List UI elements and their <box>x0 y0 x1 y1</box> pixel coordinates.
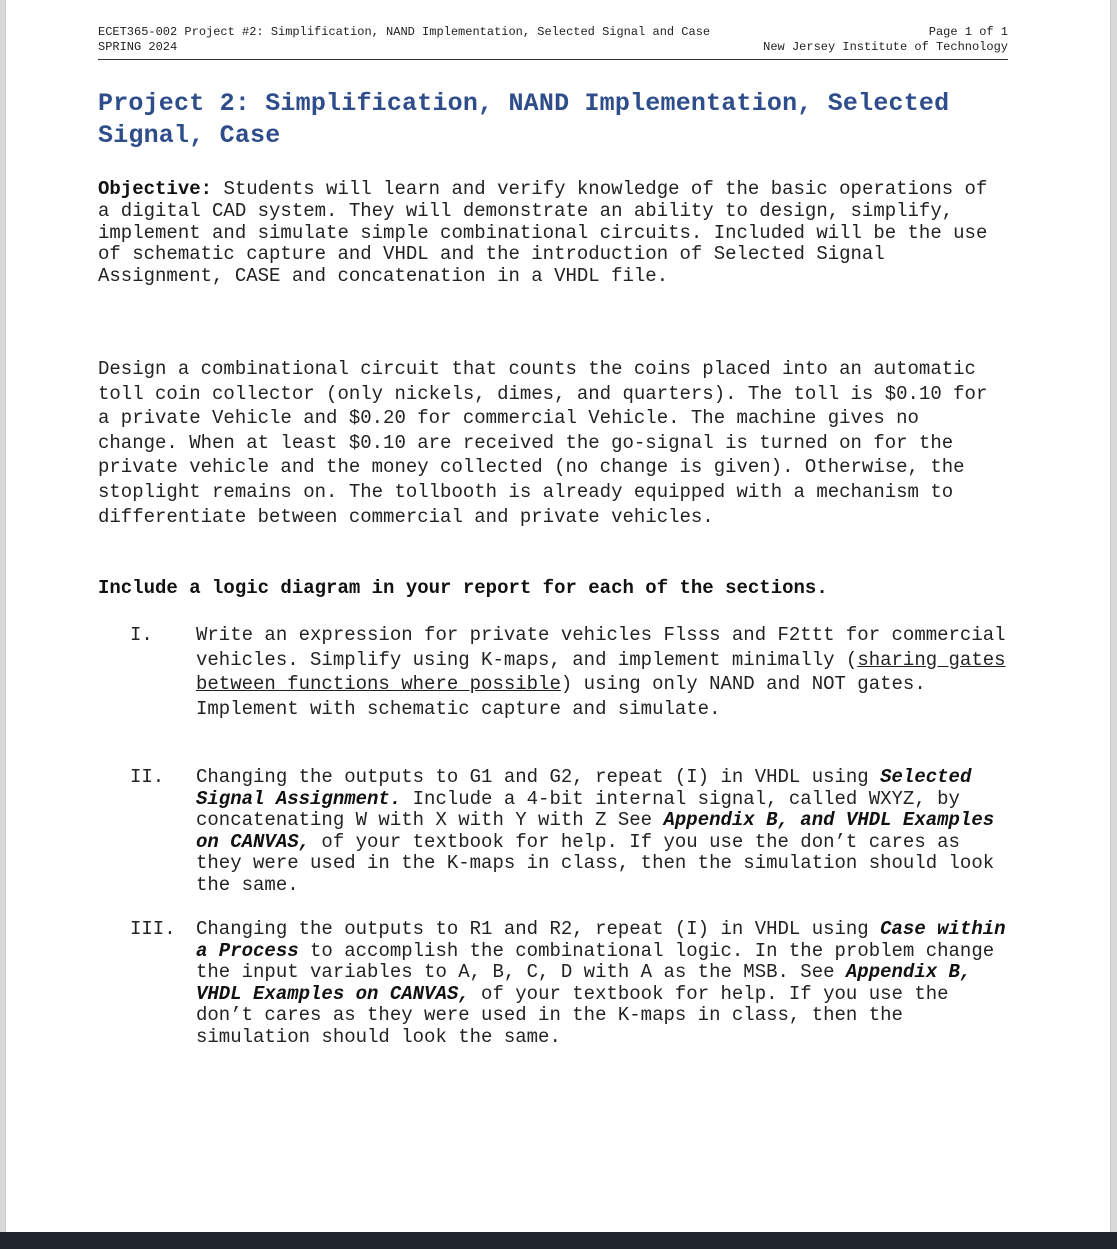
taskbar <box>0 1232 1117 1249</box>
emphasis-text: Case within a Process <box>196 918 1006 962</box>
item-text-part: of your textbook for help. If you use the don’t cares as they were used in the K-maps in class, then the simulation should look the same. <box>196 982 949 1048</box>
item-text-part: to accomplish the combinational logic. In the problem change the input variables to A, B, C, D with A as the MSB. See <box>196 939 995 984</box>
item-text-part: Changing the outputs to G1 and G2, repeat (I) in VHDL using <box>196 766 881 788</box>
item-text <box>196 623 1016 721</box>
objective-label: Objective: <box>98 178 213 200</box>
header-institution: New Jersey Institute of Technology <box>763 40 1008 54</box>
header-semester: SPRING 2024 <box>98 40 178 54</box>
emphasis-text: Appendix B, VHDL Examples on CANVAS, <box>196 961 972 1005</box>
emphasis-text: Selected Signal Assignment. <box>196 766 972 810</box>
page-header <box>98 25 1008 60</box>
item-numeral: III. <box>130 918 176 940</box>
design-paragraph: Design a combinational circuit that counts the coins placed into an automatic toll coin collector (only nickels, dimes, and quarters). The toll is $0.10 for a private Vehicle and $0.20 for commercial Vehicle. The machine gives no change. When at least $0.10 are received the go-signal is turned on for the private vehicle and the money collected (no change is given). Otherwise, the stoplight remains on. The tollbooth is already equipped with a mechanism to differentiate between commercial and private vehicles. <box>98 358 988 528</box>
header-page-info: Page 1 of 1 <box>928 25 1008 39</box>
include-note: Include a logic diagram in your report for each of the sections. <box>98 577 828 599</box>
item-text-part: Changing the outputs to R1 and R2, repeat (I) in VHDL using <box>196 918 881 940</box>
item-text <box>196 767 1016 897</box>
document-title: Project 2: Simplification, NAND Implementation, Selected Signal, Case <box>98 89 950 150</box>
item-numeral: II. <box>130 766 165 788</box>
item-text-part: ) using only NAND and NOT gates. Implement with schematic capture and simulate. <box>196 673 926 720</box>
header-doc-title: ECET365-002 Project #2: Simplification, NAND Implementation, Selected Signal and Case <box>98 25 711 39</box>
item-text <box>196 919 1016 1049</box>
emphasis-text: Appendix B, and VHDL Examples on CANVAS, <box>196 809 995 853</box>
underlined-text: sharing gates between functions where possible <box>196 648 1006 696</box>
objective-paragraph <box>98 179 1008 288</box>
item-text-part: of your textbook for help. If you use the don’t cares as they were used in the K-maps in class, then the simulation should look the same. <box>196 830 995 896</box>
objective-text: Students will learn and verify knowledge of the basic operations of a digital CAD system. They will demonstrate an ability to design, simplify, implement and simulate simple combinational circuits. Included will be the use of schematic capture and VHDL and the introduction of Selected Signal Assignment, CASE and concatenation in a VHDL file. <box>98 178 988 288</box>
item-text-part: Include a 4-bit internal signal, called WXYZ, by concatenating W with X with Y with Z See <box>196 787 960 832</box>
item-text-part: Write an expression for private vehicles Flsss and F2ttt for commercial vehicles. Simplify using K-maps, and implement minimally ( <box>196 624 1006 671</box>
item-numeral: I. <box>130 624 153 646</box>
